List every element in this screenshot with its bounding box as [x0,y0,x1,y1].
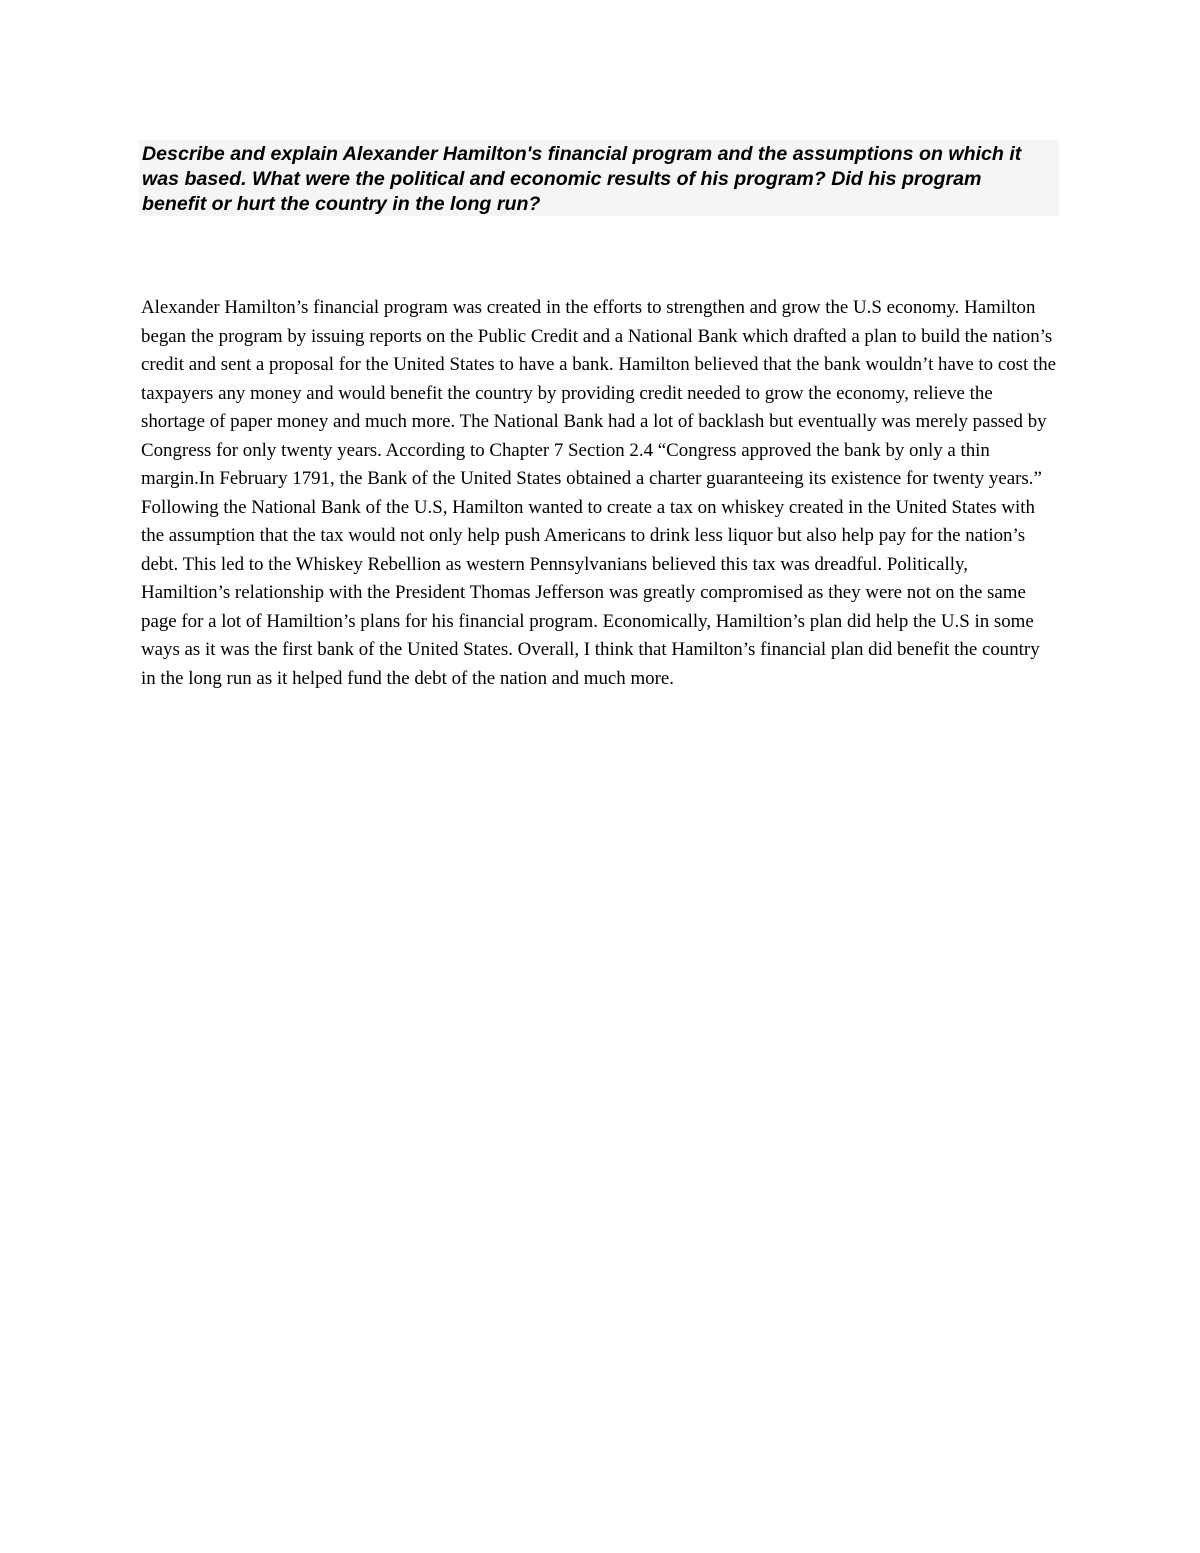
essay-body: Alexander Hamilton’s financial program was created in the efforts to strengthen and grow the U.S economy. Hamilton began the program by issuing reports on the Public Credit and a National Bank which drafted a plan to build the nation’s credit and sent a proposal for the United States to have a bank. Hamilton believed that the bank wouldn’t have to cost the taxpayers any money and would benefit the country by providing credit needed to grow the economy, relieve the shortage of paper money and much more. The National Bank had a lot of backlash but eventually was merely passed by Congress for only twenty years. According to Chapter 7 Section 2.4 “Congress approved the bank by only a thin margin.In February 1791, the Bank of the United States obtained a charter guaranteeing its existence for twenty years.” Following the National Bank of the U.S, Hamilton wanted to create a tax on whiskey created in the United States with the assumption that the tax would not only help push Americans to drink less liquor but also help pay for the nation’s debt. This led to the Whiskey Rebellion as western Pennsylvanians believed this tax was dreadful. Politically, Hamiltion’s relationship with the President Thomas Jefferson was greatly compromised as they were not on the same page for a lot of Hamiltion’s plans for his financial program. Economically, Hamiltion’s plan did help the U.S in some ways as it was the first bank of the United States. Overall, I think that Hamilton’s financial plan did benefit the country in the long run as it helped fund the debt of the nation and much more. [141,297,1057,689]
essay-prompt: Describe and explain Alexander Hamilton's financial program and the assumptions on which it was based. What were the political and economic results of his program? Did his program benefit or hurt the country in the long run? [142,143,1022,215]
